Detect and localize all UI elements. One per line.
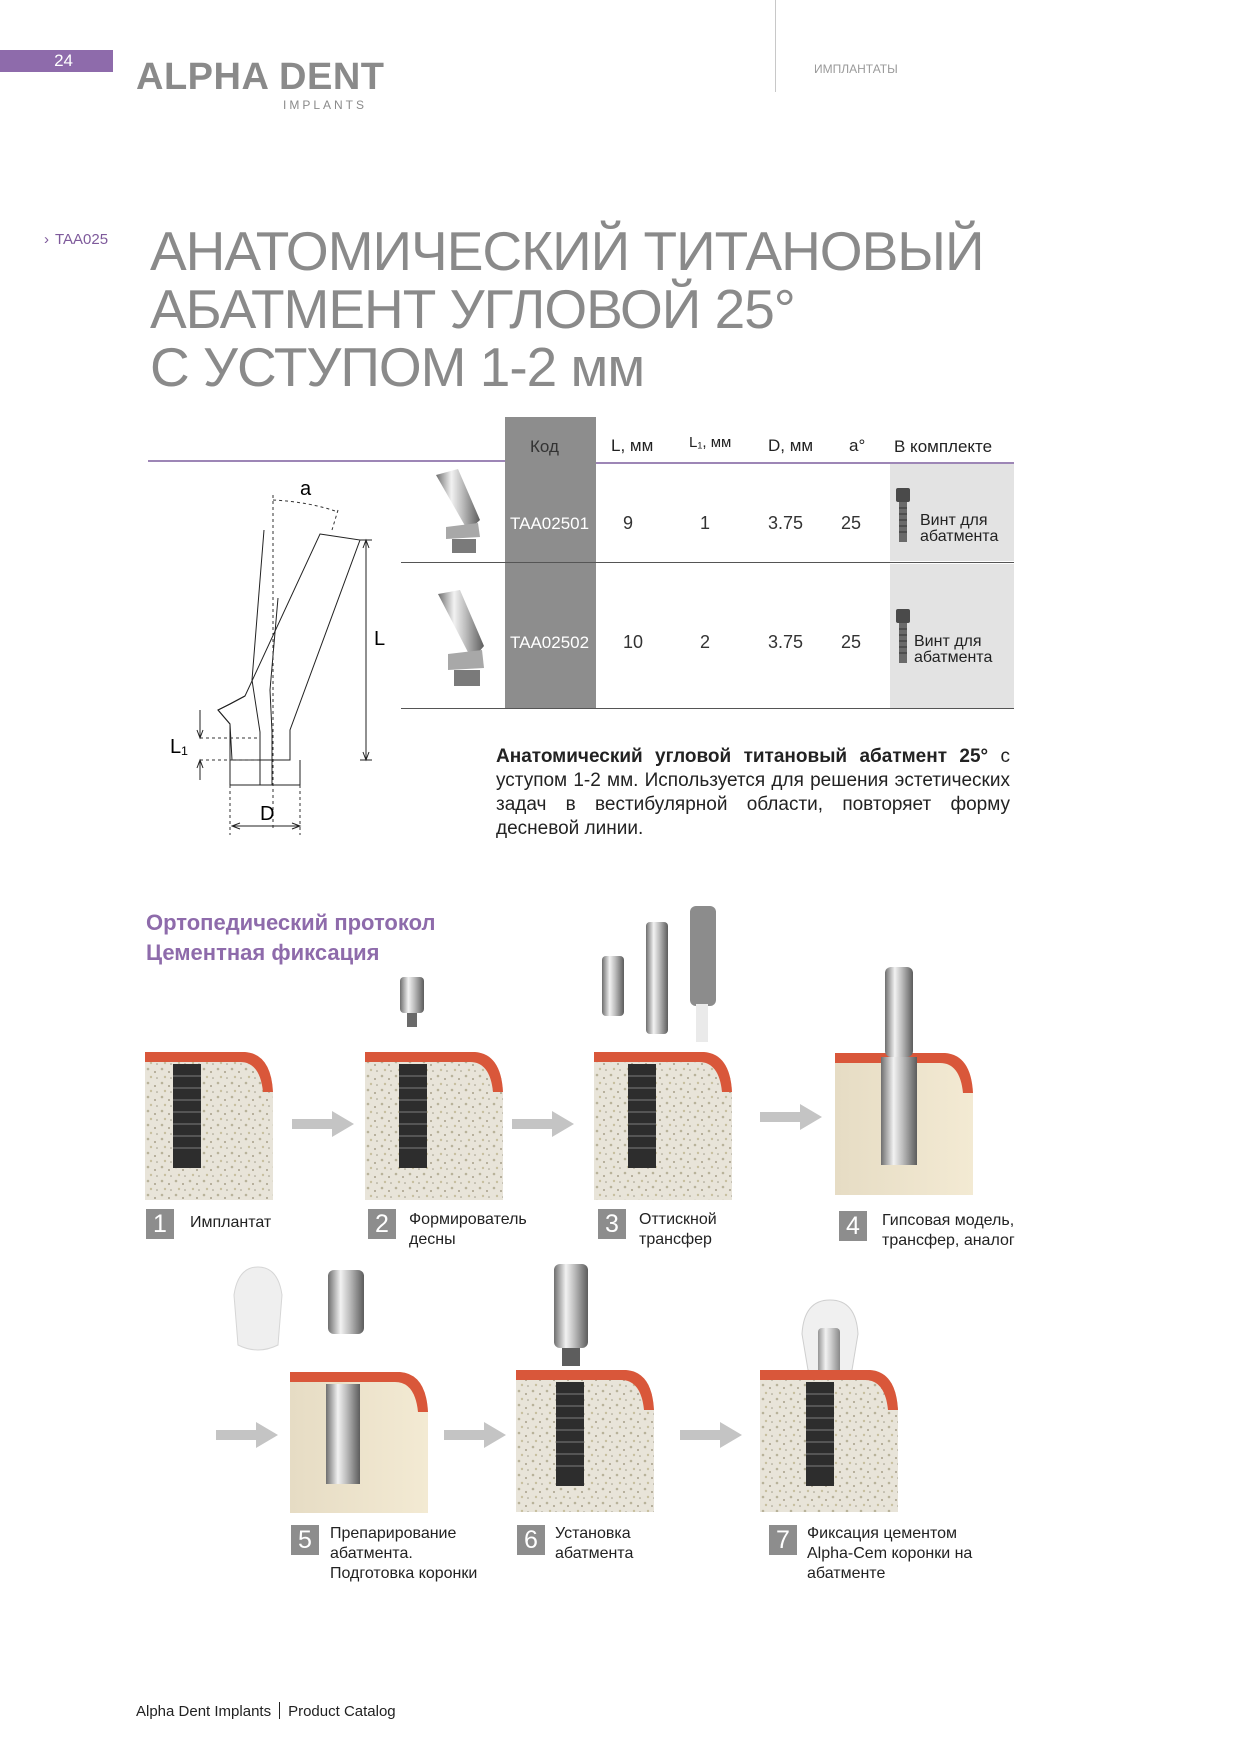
step6-number: 6 [517, 1525, 545, 1555]
code-column-bg [505, 417, 596, 709]
title-line-2: АБАТМЕНТ УГЛОВОЙ 25° [150, 278, 795, 340]
step7-number: 7 [769, 1525, 797, 1555]
row1-L: 9 [623, 513, 634, 533]
row2-a: 25 [841, 632, 862, 652]
arrow-icon-6 [680, 1422, 742, 1448]
row2-code: TAA02502 [510, 633, 590, 652]
step6-text: Установка абатмента [555, 1525, 634, 1562]
step5-illustration [290, 1268, 430, 1513]
product-code-label [44, 231, 108, 248]
label-L: L [374, 628, 386, 650]
section-title: ИМПЛАНТАТЫ [814, 62, 898, 76]
step1-illustration [145, 1052, 275, 1200]
label-D: D [260, 803, 275, 825]
product-description: Анатомический угловой титановый абатмент 25° с уступом 1-2 мм. Используется для решения эстетических задач в вестибулярной области, повторяет форму десневой линии. [496, 746, 1011, 839]
step2-number: 2 [368, 1209, 396, 1239]
arrow-icon-5 [444, 1422, 506, 1448]
step6-illustration [516, 1262, 656, 1512]
label-a: a [300, 478, 312, 500]
row2-L: 10 [623, 632, 644, 652]
footer-separator [279, 1702, 280, 1719]
step3-text: Оттискной трансфер [639, 1211, 717, 1248]
row1-a: 25 [841, 513, 862, 533]
table-bottom-line [401, 708, 1014, 709]
arrow-icon-1 [292, 1111, 354, 1137]
row1-D: 3.75 [768, 513, 804, 533]
step2-text: Формирователь десны [409, 1211, 527, 1248]
header-kit: В комплекте [894, 437, 993, 456]
arrow-icon-4 [216, 1422, 278, 1448]
step5-text: Препарирование абатмента. Подготовка коронки [330, 1525, 478, 1582]
row2-D: 3.75 [768, 632, 804, 652]
purple-divider [148, 460, 506, 462]
row-divider [401, 562, 1014, 563]
row1-code: TAA02501 [510, 514, 590, 533]
title-line-3: С УСТУПОМ 1-2 мм [150, 336, 645, 398]
step2-illustration [365, 975, 505, 1200]
crown-image [228, 1265, 288, 1355]
brand-logo-subtitle: IMPLANTS [283, 98, 368, 112]
header-L1: L₁, мм [689, 434, 732, 451]
label-L1: L₁ [170, 736, 188, 758]
row2-L1: 2 [700, 632, 711, 652]
row1-L1: 1 [700, 513, 711, 533]
product-title [150, 222, 983, 396]
screw-icon-2 [892, 609, 914, 673]
header-divider [775, 0, 776, 92]
brand-logo: ALPHA DENT [136, 56, 385, 98]
step1-text: Имплантат [190, 1214, 272, 1231]
step1-number: 1 [146, 1209, 174, 1239]
abutment-image-2 [428, 588, 498, 693]
chevron-right-icon: › [44, 231, 49, 248]
header-L: L, мм [611, 436, 654, 455]
arrow-icon-2 [512, 1111, 574, 1137]
step3-number: 3 [598, 1209, 626, 1239]
step7-text: Фиксация цементом Alpha-Cem коронки на абатменте [807, 1525, 973, 1582]
footer: Alpha Dent Implants Product Catalog [136, 1703, 396, 1720]
row1-kit: Винт для абатмента [920, 512, 999, 545]
header-code: Код [530, 437, 559, 456]
abutment-image-1 [428, 465, 498, 560]
step3-illustration [594, 904, 734, 1200]
header-a: a° [849, 436, 866, 455]
protocol-title: Ортопедический протокол Цементная фиксация [146, 910, 436, 965]
row2-kit: Винт для абатмента [914, 633, 993, 666]
arrow-icon-3 [760, 1104, 822, 1130]
page-number: 24 [0, 50, 113, 72]
screw-icon-1 [892, 488, 914, 552]
header-D: D, мм [768, 436, 814, 455]
title-line-1: АНАТОМИЧЕСКИЙ ТИТАНОВЫЙ [150, 220, 984, 282]
step4-number: 4 [839, 1211, 867, 1241]
header-underline [596, 462, 1014, 464]
step4-illustration [835, 965, 975, 1195]
step7-illustration [760, 1298, 900, 1512]
step4-text: Гипсовая модель, трансфер, аналог [882, 1212, 1015, 1249]
step5-number: 5 [291, 1525, 319, 1555]
product-code: TAA025 [55, 231, 109, 248]
technical-drawing [160, 470, 420, 840]
